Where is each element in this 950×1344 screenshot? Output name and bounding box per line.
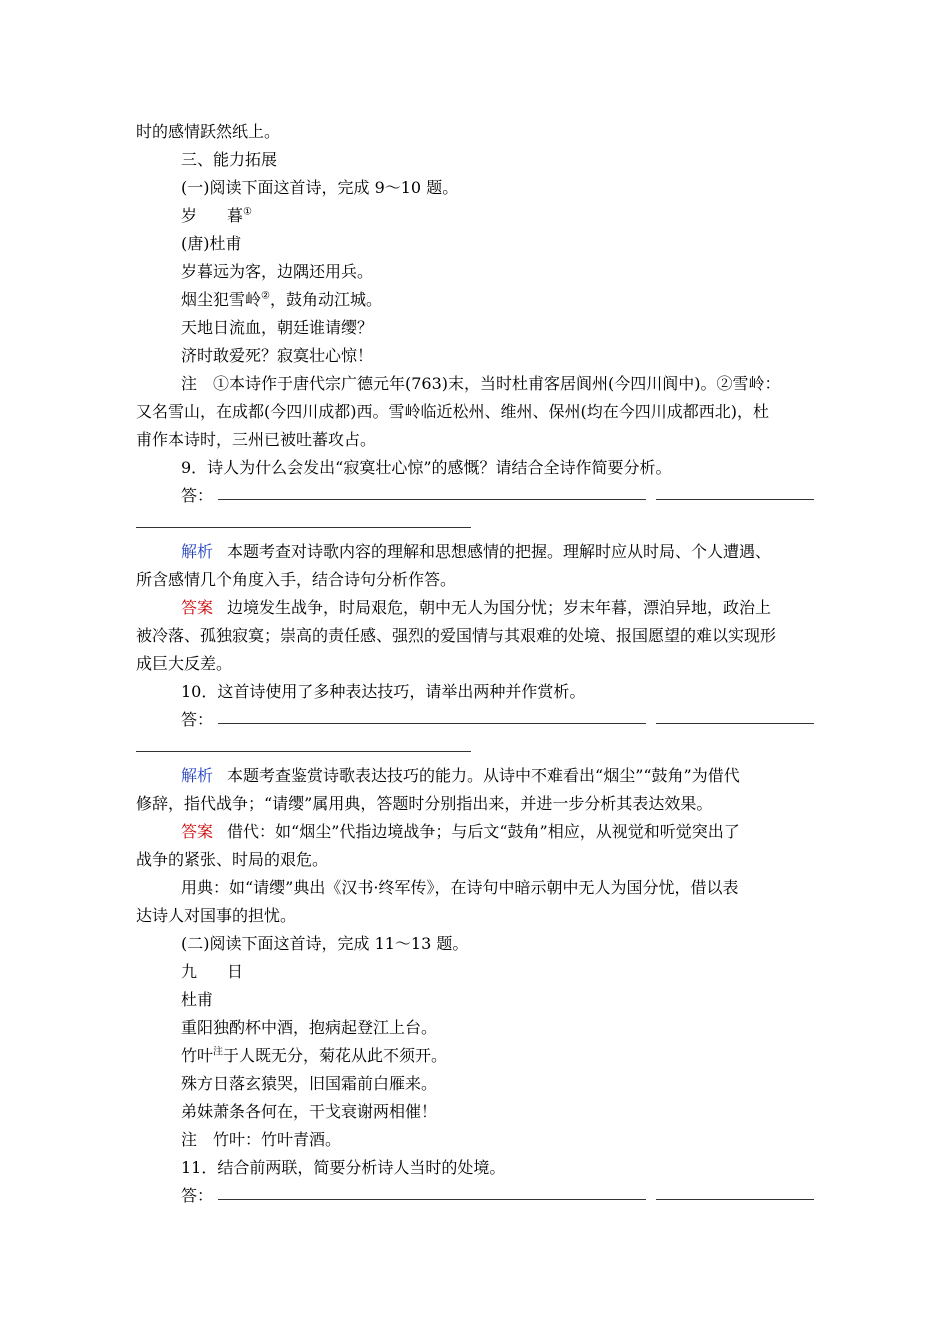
poem-line: 竹叶$^注$于人既无分，菊花从此不须开。 [181, 1046, 448, 1065]
annotation: 注 ①本诗作于唐代宗广德元年(763)末，当时杜甫客居阆州(今四川阆中)。②雪岭： [181, 374, 781, 393]
answer: 答案 边境发生战争，时局艰危，朝中无人为国分忧；岁末年暮，漂泊异地，政治上 [181, 598, 772, 617]
poem-author: (唐)杜甫 [181, 234, 242, 253]
text-line: 时的感情跃然纸上。 [136, 122, 281, 141]
answer-blank-line [218, 723, 646, 724]
question-9: 9．诗人为什么会发出“寂寞壮心惊”的感慨？请结合全诗作简要分析。 [181, 458, 672, 477]
question-group-heading: (二)阅读下面这首诗，完成 11～13 题。 [181, 934, 469, 953]
section-heading: 三、能力拓展 [181, 150, 278, 169]
annotation: 注 竹叶：竹叶青酒。 [181, 1130, 342, 1149]
poem-title: 岁 暮① [181, 206, 252, 225]
answer-label: 答： [181, 486, 214, 505]
explanation: 解析 本题考查对诗歌内容的理解和思想感情的把握。理解时应从时局、个人遭遇、 [181, 542, 772, 561]
explanation-tag: 解析 [181, 766, 214, 785]
poem-line: 天地日流血，朝廷谁请缨？ [181, 318, 374, 337]
poem-line: 济时敢爱死？寂寞壮心惊！ [181, 346, 374, 365]
question-10: 10．这首诗使用了多种表达技巧，请举出两种并作赏析。 [181, 682, 586, 701]
poem-line: 弟妹萧条各何在，干戈衰谢两相催！ [181, 1102, 438, 1121]
answer-label: 答： [181, 710, 214, 729]
answer: 用典：如“请缨”典出《汉书·终军传》，在诗句中暗示朝中无人为国分忧，借以表 [181, 878, 739, 897]
answer-blank-line [136, 527, 471, 528]
poem-author: 杜甫 [181, 990, 214, 1009]
annotation: 又名雪山，在成都(今四川成都)西。雪岭临近松州、维州、保州(均在今四川成都西北)，杜 [136, 402, 769, 421]
answer-blank-line [136, 751, 471, 752]
answer-blank-line [656, 499, 814, 500]
explanation: 解析 本题考查鉴赏诗歌表达技巧的能力。从诗中不难看出“烟尘”“鼓角”为借代 [181, 766, 740, 785]
annotation: 甫作本诗时，三州已被吐蕃攻占。 [136, 430, 377, 449]
poem-line: 岁暮远为客，边隅还用兵。 [181, 262, 374, 281]
footnote-marker: ① [243, 206, 252, 218]
answer: 达诗人对国事的担忧。 [136, 906, 297, 925]
answer-blank-line [218, 499, 646, 500]
answer: 成巨大反差。 [136, 654, 233, 673]
answer-tag: 答案 [181, 598, 214, 617]
answer-label: 答： [181, 1186, 214, 1205]
poem-line: 殊方日落玄猿哭，旧国霜前白雁来。 [181, 1074, 438, 1093]
answer: 被冷落、孤独寂寞；崇高的责任感、强烈的爱国情与其艰难的处境、报国愿望的难以实现形 [136, 626, 777, 645]
answer-blank-line [218, 1199, 646, 1200]
question-group-heading: (一)阅读下面这首诗，完成 9～10 题。 [181, 178, 459, 197]
footnote-marker: ② [261, 290, 270, 302]
footnote-marker: 注 [213, 1046, 224, 1058]
answer: 答案 借代：如“烟尘”代指边境战争；与后文“鼓角”相应，从视觉和听觉突出了 [181, 822, 740, 841]
explanation: 修辞，指代战争；“请缨”属用典，答题时分别指出来，并进一步分析其表达效果。 [136, 794, 713, 813]
poem-title: 九 日 [181, 962, 244, 981]
poem-line: 重阳独酌杯中酒，抱病起登江上台。 [181, 1018, 438, 1037]
question-11: 11．结合前两联，简要分析诗人当时的处境。 [181, 1158, 506, 1177]
explanation: 所含感情几个角度入手，结合诗句分析作答。 [136, 570, 457, 589]
explanation-tag: 解析 [181, 542, 214, 561]
poem-line: 烟尘犯雪岭②，鼓角动江城。 [181, 290, 382, 309]
answer-blank-line [656, 1199, 814, 1200]
answer-blank-line [656, 723, 814, 724]
answer-tag: 答案 [181, 822, 214, 841]
answer: 战争的紧张、时局的艰危。 [136, 850, 329, 869]
